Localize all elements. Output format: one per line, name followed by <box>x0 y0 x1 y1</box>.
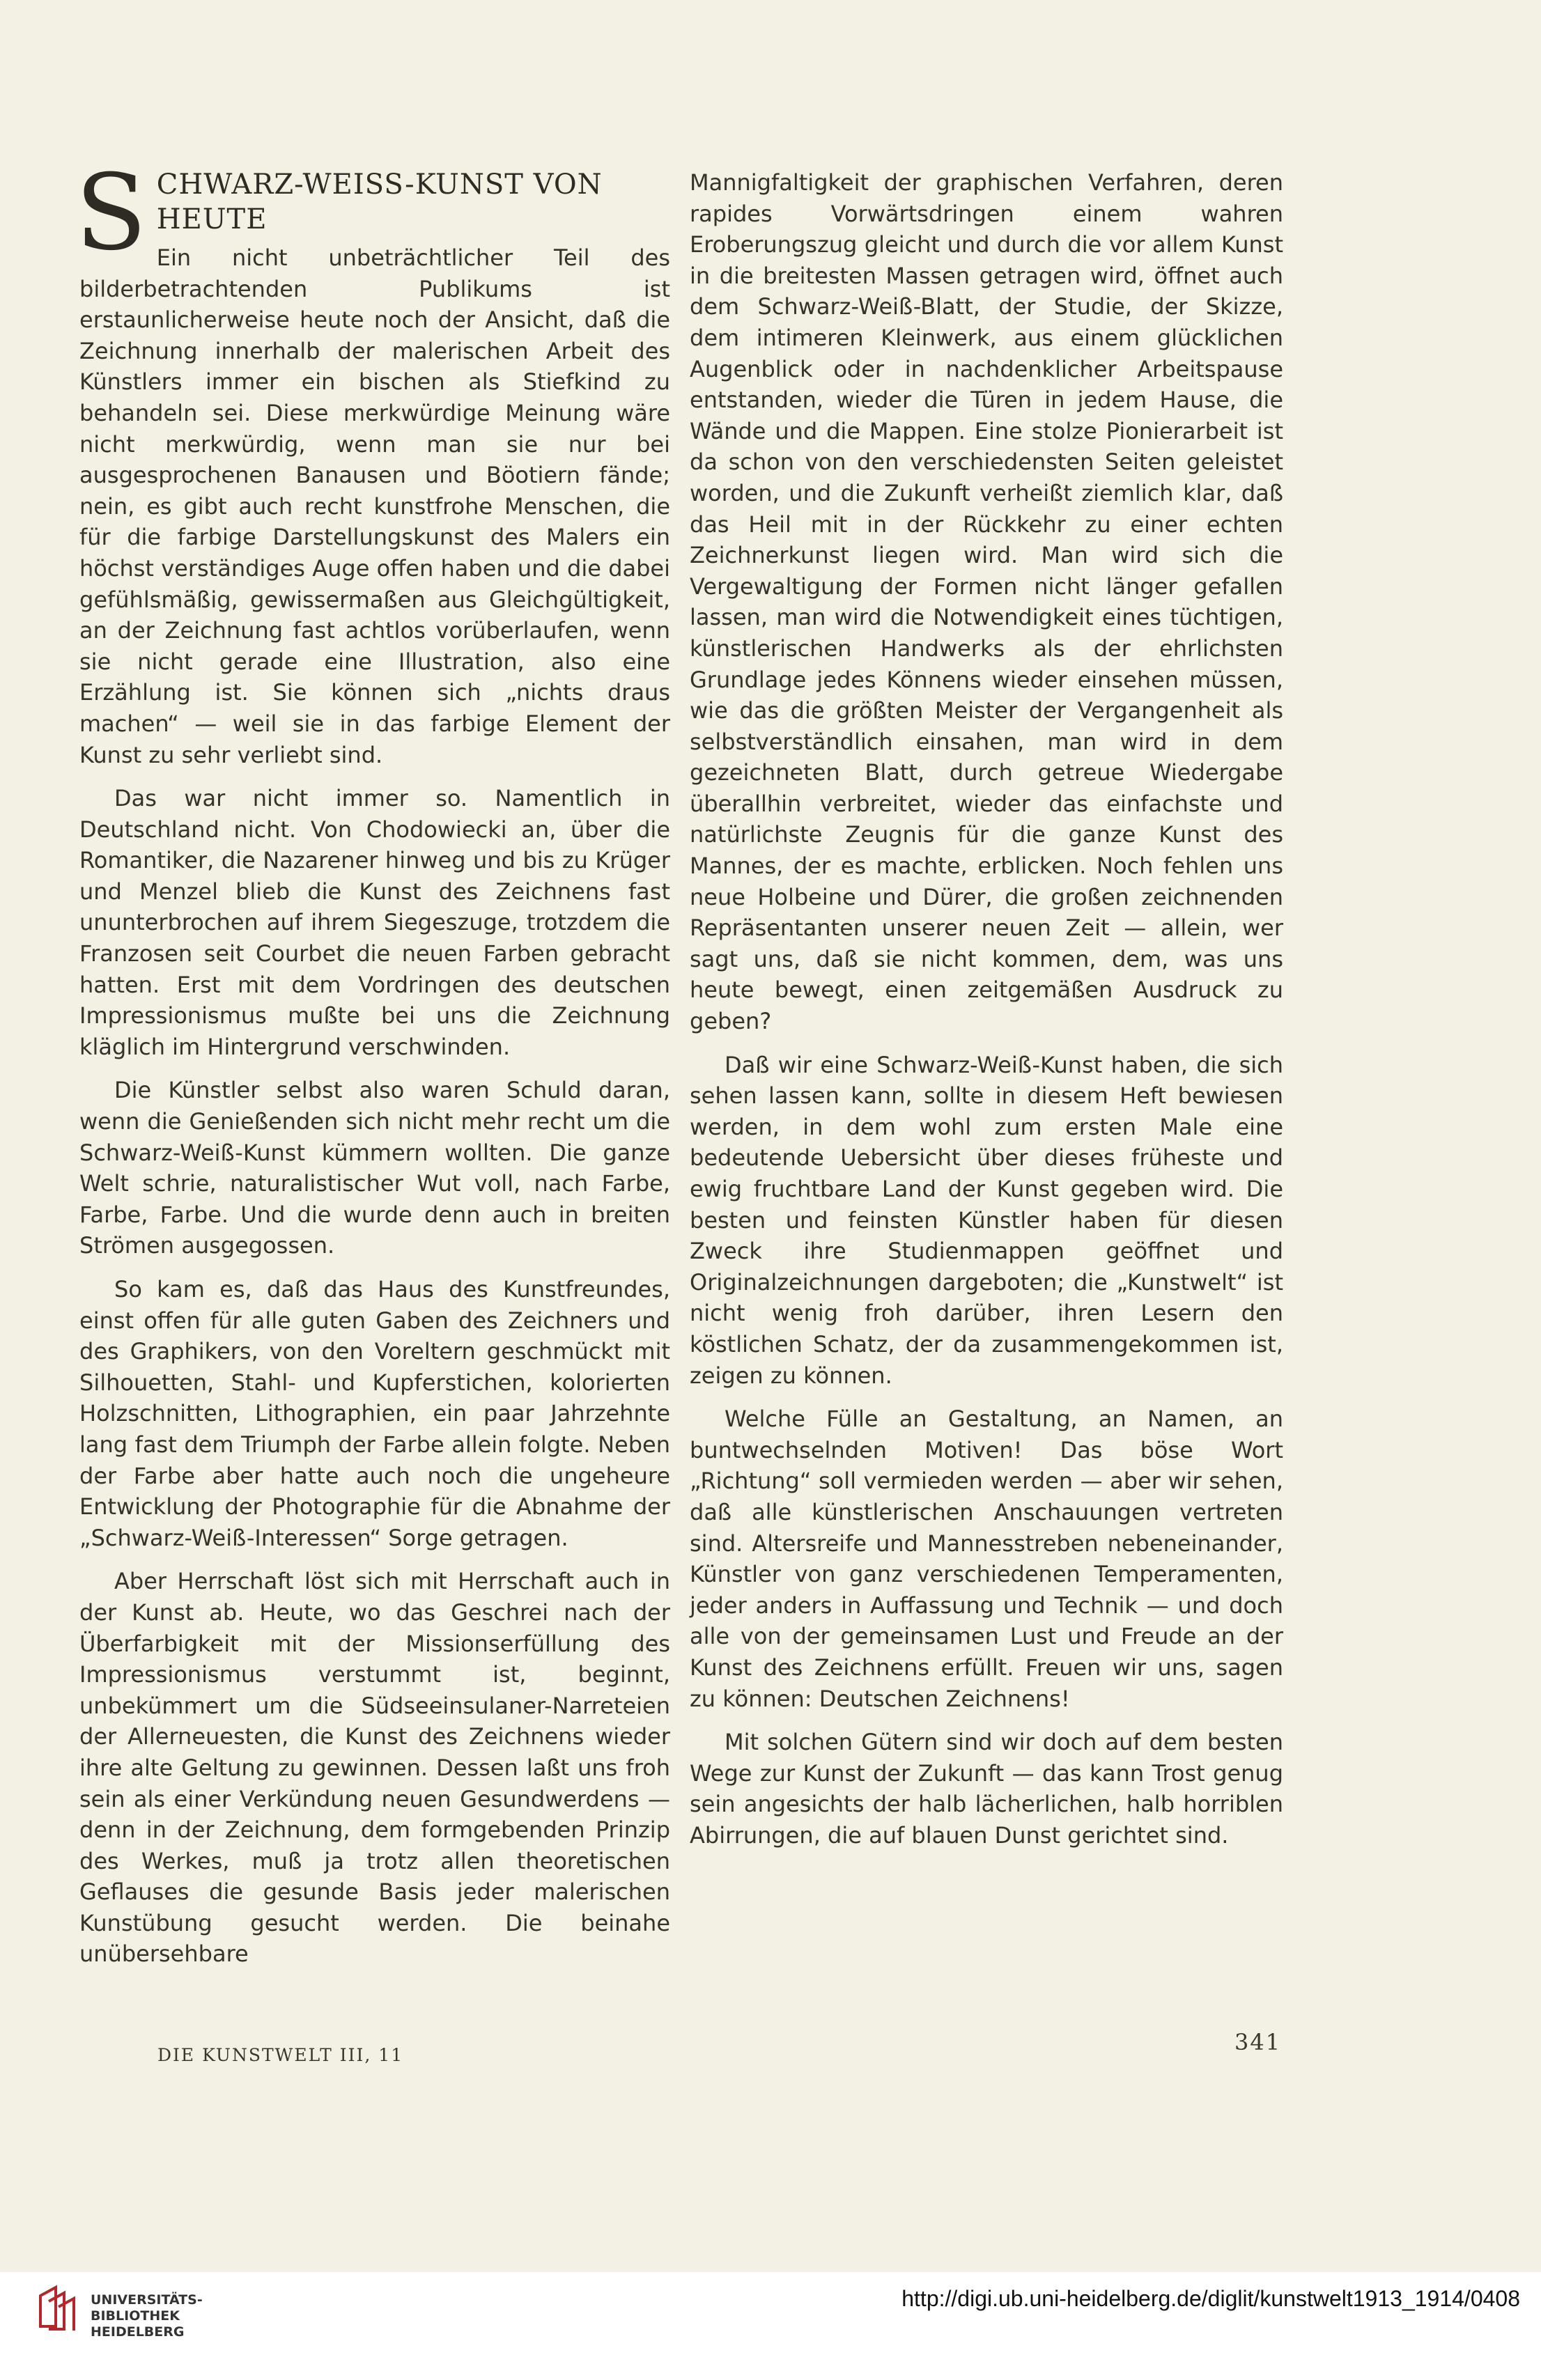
journal-footer: DIE KUNSTWELT III, 11 <box>157 2045 404 2065</box>
paragraph: Daß wir eine Schwarz-Weiß-Kunst haben, die sich sehen lassen kann, sollte in diesem Heft bewiesen werden, in dem wohl zum ersten Male eine bedeutende Uebersicht über dieses früheste und ewig fruchtbare Land der Kunst gegeben wird. Die besten und feinsten Künstler haben für diesen Zweck ihre Studienmappen geöffnet und Originalzeichnungen dargeboten; die „Kunstwelt“ ist nicht wenig froh darüber, ihren Lesern den köstlichen Schatz, der da zusammengekommen ist, zeigen zu können. <box>690 1051 1283 1389</box>
left-column <box>75 153 670 1982</box>
library-name[interactable] <box>91 2292 203 2340</box>
paragraph: Die Künstler selbst also waren Schuld daran, wenn die Genießenden sich nicht mehr recht um die Schwarz-Weiß-Kunst kümmern wollten. Die ganze Welt schrie, naturalistischer Wut voll, nach Farbe, Farbe, Farbe. Und die wurde denn auch in breiten Strömen ausgegossen. <box>79 1077 670 1259</box>
paragraph: Mit solchen Gütern sind wir doch auf dem besten Wege zur Kunst der Zukunft — das kann Trost genug sein angesichts der halb lächerlichen, halb horriblen Abirrungen, die auf blauen Dunst gerichtet sind. <box>690 1729 1283 1849</box>
paragraph: Mannigfaltigkeit der graphischen Verfahren, deren rapides Vorwärtsdringen einem wahren Eroberungszug gleicht und durch die vor allem Kunst in die breitesten Massen getragen wird, öffnet auch dem Schwarz-Weiß-Blatt, der Studie, der Skizze, dem intimeren Kleinwerk, aus einem glücklichen Augenblick oder in nachdenklicher Arbeitspause entstanden, wieder die Türen in jedem Hause, die Wände und die Mappen. Eine stolze Pionierarbeit ist da schon von den verschiedensten Seiten geleistet worden, und die Zukunft verheißt ziemlich klar, daß das Heil mit in der Rückkehr zu einer echten Zeichnerkunst liegen wird. Man wird sich die Vergewaltigung der Formen nicht länger gefallen lassen, man wird die Notwendigkeit eines tüchtigen, künstlerischen Handwerks als der ehrlichsten Grundlage jedes Könnens wieder einsehen müssen, wie das die größten Meister der Vergangenheit als selbstverständlich einsahen, man wird in dem gezeichneten Blatt, durch getreue Wiedergabe überallhin verbreitet, wieder das einfachste und natürlichste Zeugnis für die ganze Kunst des Mannes, der es machte, erblicken. Noch fehlen uns neue Holbeine und Dürer, die großen zeichnenden Repräsentanten unserer neuen Zeit — allein, wer sagt uns, daß sie nicht kommen, dem, was uns heute bewegt, einen zeitgemäßen Ausdruck zu geben? <box>690 169 1283 1035</box>
paragraph: Aber Herrschaft löst sich mit Herrschaft auch in der Kunst ab. Heute, wo das Geschrei nach der Überfarbigkeit mit der Missionserfüllung des Impressionismus verstummt ist, beginnt, unbekümmert um die Südseeinsulaner-Narreteien der Allerneuesten, die Kunst des Zeichnens wieder ihre alte Geltung zu gewinnen. Dessen laßt uns froh sein als einer Verkündung neuen Gesundwerdens — denn in der Zeichnung, dem formgebenden Prinzip des Werkes, muß ja trotz allen theoretischen Geflauses die gesunde Basis jeder malerischen Kunstübung gesucht werden. Die beinahe unübersehbare <box>79 1568 670 1968</box>
paragraph: Welche Fülle an Gestaltung, an Namen, an buntwechselnden Motiven! Das böse Wort „Richtung“ soll vermieden werden — aber wir sehen, daß alle künstlerischen Anschauungen vertreten sind. Altersreife und Mannesstreben nebeneinander, Künstler von ganz verschiedenen Temperamenten, jeder anders in Auffassung und Technik — und doch alle von der gemeinsamen Lust und Freude an der Kunst des Zeichnens erfüllt. Freuen wir uns, sagen zu können: Deutschen Zeichnens! <box>690 1406 1283 1712</box>
article-head <box>75 153 670 274</box>
library-name-line: HEIDELBERG <box>91 2324 185 2340</box>
article-heading: CHWARZ-WEISS-KUNST VON HEUTE <box>156 169 603 235</box>
paragraph: Ein nicht unbeträchtlicher Teil des bilderbetrachtenden Publikums ist erstaunlicherweise heute noch der Ansicht, daß die Zeichnung innerhalb der malerischen Arbeit des Künstlers immer ein bischen als Stiefkind zu behandeln sei. Diese merkwürdige Meinung wäre nicht merkwürdig, wenn man sie nur bei ausgesprochenen Banausen und Böotiern fände; nein, es gibt auch recht kunstfrohe Menschen, die für die farbige Darstellungskunst des Malers ein höchst verständiges Auge offen haben und die dabei gefühlsmäßig, gewissermaßen aus Gleichgültigkeit, an der Zeichnung fast achtlos vorüberlaufen, wenn sie nicht gerade eine Illustration, also eine Erzählung ist. Sie können sich „nichts draus machen“ — weil sie in das farbige Element der Kunst zu sehr verliebt sind. <box>79 244 670 768</box>
right-column <box>690 167 1283 1863</box>
drop-cap: S <box>75 153 147 274</box>
library-name-line: UNIVERSITÄTS- <box>91 2292 203 2308</box>
university-library-logo-icon[interactable] <box>36 2283 82 2332</box>
page-number: 341 <box>1234 2029 1282 2055</box>
paragraph: So kam es, daß das Haus des Kunstfreundes, einst offen für alle guten Gaben des Zeichners und des Graphikers, von den Voreltern geschmückt mit Silhouetten, Stahl- und Kupferstichen, kolorierten Holzschnitten, Lithographien, ein paar Jahrzehnte lang fast dem Triumph der Farbe allein folgte. Neben der Farbe aber hatte auch noch die ungeheure Entwicklung der Photographie für die Abnahme der „Schwarz-Weiß-Interessen“ Sorge getragen. <box>79 1276 670 1551</box>
source-url-link[interactable]: http://digi.ub.uni-heidelberg.de/diglit/kunstwelt1913_1914/0408 <box>901 2286 1520 2311</box>
paragraph: Das war nicht immer so. Namentlich in Deutschland nicht. Von Chodowiecki an, über die Romantiker, die Nazarener hinweg und bis zu Krüger und Menzel blieb die Kunst des Zeichnens fast ununterbrochen auf ihrem Siegeszuge, trotzdem die Franzosen seit Courbet die neuen Farben gebracht hatten. Erst mit dem Vordringen des deutschen Impressionismus mußte bei uns die Zeichnung kläglich im Hintergrund verschwinden. <box>79 785 670 1060</box>
library-name-line: BIBLIOTHEK <box>91 2308 180 2324</box>
